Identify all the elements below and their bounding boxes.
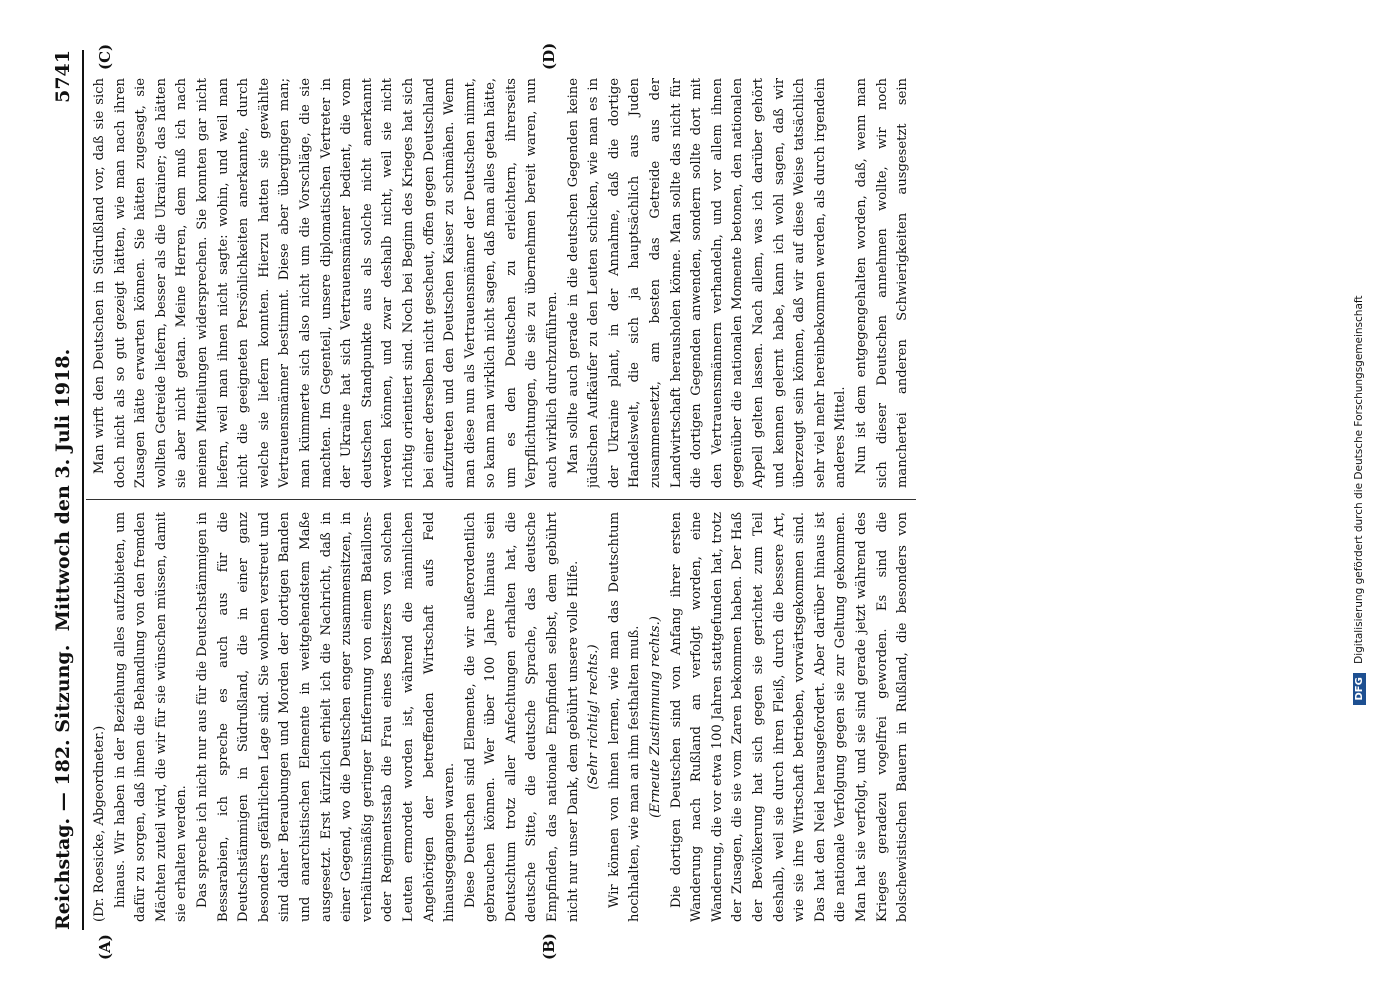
paragraph: Das spreche ich nicht nur aus für die Deutschstämmigen in Bessarabien, ich spreche es auch aus für die Deutschstämmigen in Südrußland, die in einer ganz besonders gefährlichen Lage sind. Sie wohnen verstreut und sind daher Beraubungen und Morden der dortigen Banden und anarchistischen Elemente in weitgehendstem Maße ausgesetzt. Erst kürzlich erhielt ich die Nachricht, daß in einer Gegend, wo die Deutschen enger zusammensitzen, in verhältnismäßig geringer Entfernung von einem Bataillons- oder Regimentsstab die Frau eines Besitzers von solchen Leuten ermordet worden ist, während die männlichen Angehörigen der betreffenden Wirtschaft aufs Feld hinausgegangen waren. [194,512,458,922]
right-column [90,78,910,488]
page-footer [1353,0,1379,1000]
paragraph: Man sollte auch gerade in die deutschen Gegenden keine jüdischen Aufkäufer zu den Leuten schicken, wie man es in der Ukraine plant, in der Annahme, daß die dortige Handelswelt, die sich ja hauptsächlich aus Juden zusammensetzt, am besten das Getreide aus der Landwirtschaft herausholen könne. Man sollte das nicht für die dortigen Gegenden anwenden, sondern sollte dort mit den Vertrauensmännern verhandeln, und vor allem ihnen gegenüber die nationalen Momente betonen, den nationalen Appell gelten lassen. Nach allem, was ich darüber gehört und kennen gelernt habe, kann ich wohl sagen, daß wir überzeugt sein können, daß wir auf diese Weise tatsächlich sehr viel mehr hereinbekommen werden, als durch irgendein anderes Mittel. [565,78,849,488]
footer-text: Digitalisierung gefördert durch die Deutsche Forschungsgemeinschaft [1353,295,1365,664]
margin-marker-b: (B) [540,933,558,960]
left-column [90,512,910,922]
margin-marker-c: (C) [96,43,114,70]
header-date: Mittwoch den 3. Juli 1918. [52,348,74,632]
margin-marker-a: (A) [96,934,114,960]
column-divider [86,499,916,500]
margin-marker-d: (D) [540,42,558,70]
paragraph: hinaus. Wir haben in der Beziehung alles aufzubieten, um dafür zu sorgen, daß ihnen die Behandlung von den fremden Mächten zuteil wird, die wir für sie wünschen müssen, damit sie erhalten werden. [112,512,190,922]
page-header [48,50,84,930]
interjection: (Sehr richtig! rechts.) [586,644,602,790]
paragraph: Man wirft den Deutschen in Südrußland vor, daß sie sich doch nicht als so gut gezeigt hätten, wie man nach ihren Zusagen hätte erwarten können. Sie hätten zugesagt, sie wollten Getreide liefern, besser als die Ukrainer; das hätten sie aber nicht getan. Meine Herren, dem muß ich nach meinen Mitteilungen widersprechen. Sie konnten gar nicht liefern, weil man ihnen nicht sagte: wohin, und weil man nicht die geeigneten Persönlichkeiten anerkannte, durch welche sie liefern konnten. Hierzu hatten sie gewählte Vertrauensmänner bestimmt. Diese aber übergingen man; man kümmerte sich also nicht um die Vorschläge, die sie machten. Im Gegenteil, unsere diplomatischen Vertreter in der Ukraine hat sich Vertrauensmänner bedient, die vom deutschen Standpunkte aus als solche nicht anerkannt werden können, und zwar deshalb nicht, weil sie nicht richtig orientiert sind. Noch bei Beginn des Krieges hat sich bei einer derselben nicht gescheut, offen gegen Deutschland aufzutreten und den Deutschen Kaiser zu schmähen. Wenn man diese nun als Vertrauensmänner der Deutschen nimmt, so kann man wirklich nicht sagen, daß man alles getan hätte, um es den Deutschen zu erleichtern, ihrerseits Verpflichtungen, die sie zu übernehmen bereit waren, nun auch wirklich durchzuführen. [92,78,561,488]
header-session: Reichstag. — 182. Sitzung. [52,644,74,930]
page-number: 5741 [52,50,74,103]
paragraph: Wir können von ihnen lernen, wie man das Deutschtum hochhalten, wie man an ihm festhalten muß. [606,512,643,922]
dfg-logo: DFG [1353,673,1366,704]
paragraph: Diese Deutschen sind Elemente, die wir außerordentlich gebrauchen können. Wer über 100 Jahre hinaus sein Deutschtum trotz aller Anfechtungen erhalten hat, die deutsche Sitte, die deutsche Sprache, das deutsche Empfinden, das nationale Empfinden selbst, dem gebührt nicht nur unser Dank, dem gebührt unsere volle Hilfe. [462,512,581,922]
interjection: (Erneute Zustimmung rechts.) [648,616,664,818]
paragraph: Nun ist dem entgegengehalten worden, daß, wenn man sich dieser Deutschen annehmen wollte, wir noch manchertei anderen Schwierigkeiten ausgesetzt sein [853,78,910,488]
paragraph: Die dortigen Deutschen sind von Anfang ihrer ersten Wanderung nach Rußland an verfolgt worden, eine Wanderung, die vor etwa 100 Jahren stattgefunden hat, trotz der Zusagen, die sie vom Zaren bekommen haben. Der Haß der Bevölkerung hat sich gegen sie gerichtet zum Teil deshalb, weil sie durch ihren Fleiß, durch die bessere Art, wie sie ihre Wirtschaft betrieben, vorwärtsgekommen sind. Das hat den Neid herausgefordert. Aber darüber hinaus ist die nationale Verfolgung gegen sie zur Geltung gekommen. Man hat sie verfolgt, und sie sind gerade jetzt während des Krieges geradezu vogelfrei geworden. Es sind die bolschewistischen Bauern in Rußland, die besonders von [668,512,910,922]
speaker-tag: (Dr. Roesicke, Abgeordneter.) [92,725,107,922]
